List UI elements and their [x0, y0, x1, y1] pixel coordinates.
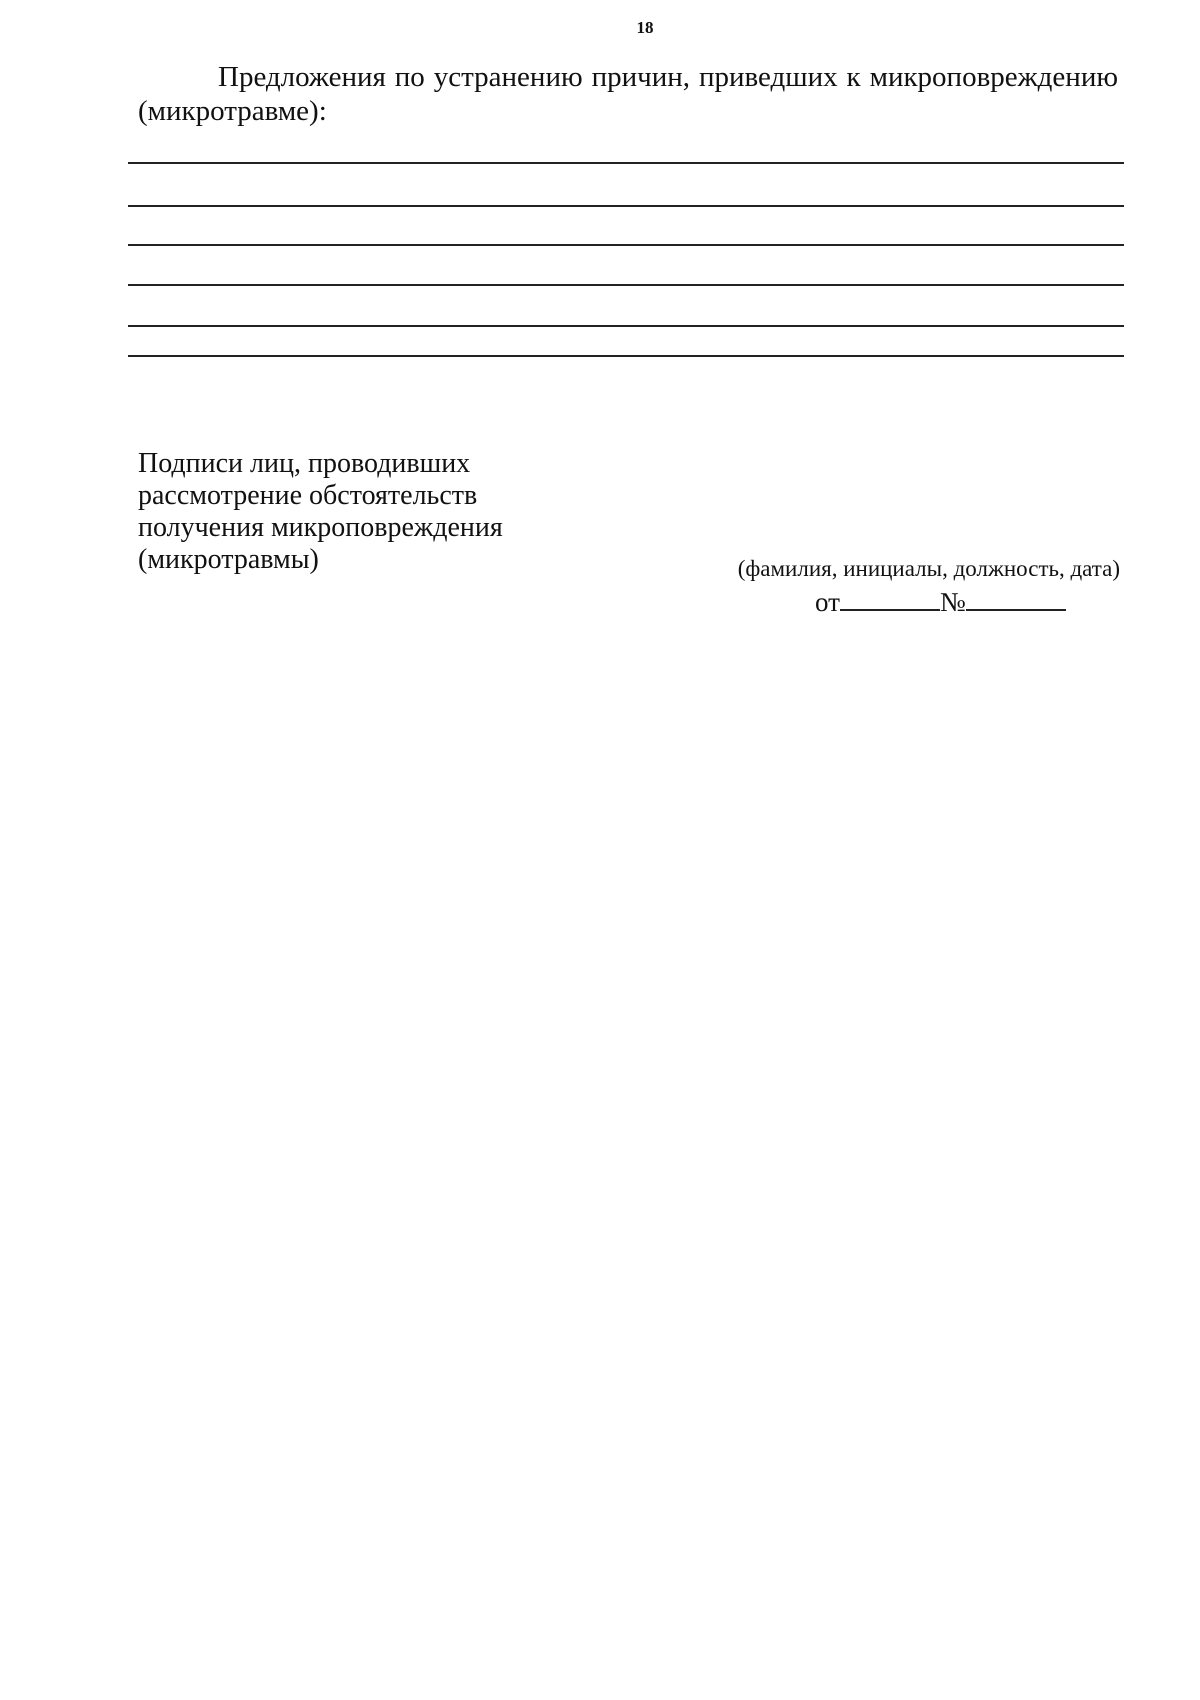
from-label: от — [815, 587, 840, 617]
signatures-label-line-3: получения микроповреждения — [138, 512, 503, 543]
blank-line-1[interactable] — [128, 162, 1124, 164]
blank-line-2[interactable] — [128, 205, 1124, 207]
date-blank[interactable] — [840, 585, 940, 611]
proposal-paragraph — [138, 60, 1118, 128]
signatures-label-line-2: рассмотрение обстоятельств — [138, 480, 478, 511]
signatures-hint: (фамилия, инициалы, должность, дата) — [737, 556, 1120, 581]
signatures-label-line-4: (микротравмы) — [138, 544, 319, 575]
signatures-label — [138, 448, 558, 576]
proposal-line-2: (микротравме): — [138, 95, 327, 127]
blank-line-3[interactable] — [128, 244, 1124, 246]
signatures-label-line-1: Подписи лиц, проводивших — [138, 448, 471, 479]
page-number: 18 — [636, 18, 654, 37]
blank-line-5[interactable] — [128, 325, 1124, 327]
blank-line-4[interactable] — [128, 284, 1124, 286]
reference-row — [815, 585, 1066, 618]
number-label: № — [939, 587, 966, 617]
number-blank[interactable] — [966, 585, 1066, 611]
proposal-line-1: Предложения по устранению причин, приведших к микроповреждению — [218, 61, 1118, 93]
blank-line-6[interactable] — [128, 355, 1124, 357]
